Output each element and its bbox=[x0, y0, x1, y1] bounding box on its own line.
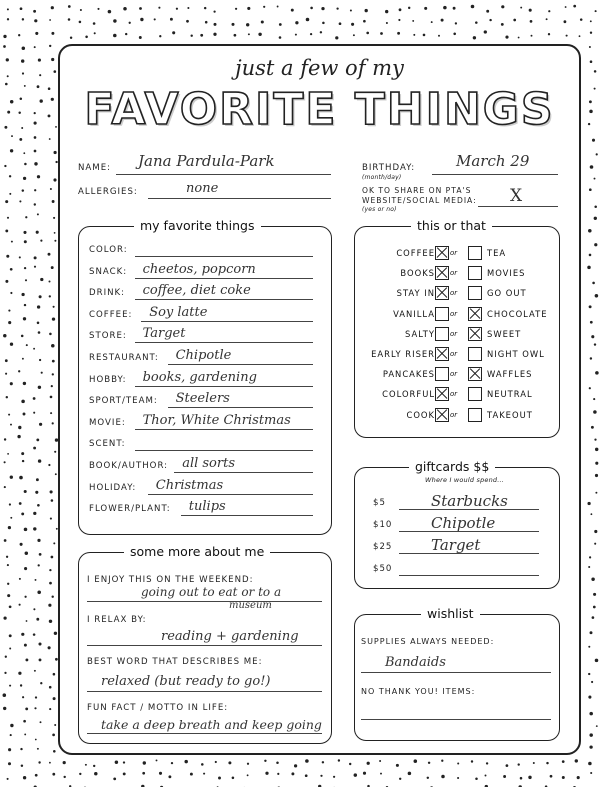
birthday-hint: (month/day) bbox=[362, 174, 402, 181]
giftcard-amount: $10 bbox=[373, 520, 393, 530]
favorite-line bbox=[135, 429, 313, 430]
this-or-that-title: this or that bbox=[411, 218, 492, 233]
favorite-label: SCENT: bbox=[89, 439, 126, 450]
birthday-label: BIRTHDAY: bbox=[362, 163, 416, 173]
favorite-line bbox=[135, 386, 313, 387]
checked-checkbox[interactable] bbox=[468, 327, 482, 341]
word-line bbox=[87, 691, 322, 692]
option-right-label: SWEET bbox=[487, 328, 522, 339]
no-thank-you-line bbox=[361, 719, 551, 720]
word-field[interactable]: relaxed (but ready to go!) bbox=[101, 674, 271, 689]
allergies-field[interactable]: none bbox=[186, 181, 219, 196]
or-label: or bbox=[450, 390, 458, 399]
this-or-that-row bbox=[355, 347, 557, 362]
or-label: or bbox=[450, 289, 458, 298]
favorite-line bbox=[148, 494, 313, 495]
or-label: or bbox=[450, 329, 458, 338]
favorite-line bbox=[174, 472, 313, 473]
relax-line bbox=[87, 645, 322, 646]
favorite-things-title: my favorite things bbox=[134, 218, 261, 233]
option-left-label: VANILLA bbox=[393, 308, 435, 319]
checkbox[interactable] bbox=[468, 286, 482, 300]
favorite-label: HOLIDAY: bbox=[89, 482, 137, 493]
option-left-label: EARLY RISER bbox=[371, 349, 435, 359]
checkbox[interactable] bbox=[468, 387, 482, 401]
favorite-label: HOBBY: bbox=[89, 374, 127, 385]
more-about-me-title: some more about me bbox=[124, 544, 270, 559]
option-left-label: SALTY bbox=[405, 328, 435, 339]
checkbox[interactable] bbox=[468, 408, 482, 422]
giftcard-line bbox=[399, 575, 539, 576]
this-or-that-row bbox=[355, 266, 557, 281]
this-or-that-row bbox=[355, 408, 557, 423]
giftcard-value-field[interactable]: Target bbox=[431, 536, 481, 554]
option-right-label: NEUTRAL bbox=[487, 389, 533, 400]
option-right-label: TAKEOUT bbox=[487, 409, 533, 420]
favorite-line bbox=[135, 342, 313, 343]
favorite-label: DRINK: bbox=[89, 288, 126, 299]
favorite-label: FLOWER/PLANT: bbox=[89, 504, 171, 515]
giftcards-box bbox=[354, 459, 560, 589]
checked-checkbox[interactable] bbox=[435, 246, 449, 260]
allergies-line bbox=[148, 198, 331, 199]
this-or-that-box bbox=[354, 218, 560, 438]
checked-checkbox[interactable] bbox=[435, 347, 449, 361]
this-or-that-row bbox=[355, 246, 557, 261]
or-label: or bbox=[450, 370, 458, 379]
option-right-label: WAFFLES bbox=[487, 369, 533, 380]
checked-checkbox[interactable] bbox=[435, 266, 449, 280]
favorite-label: SPORT/TEAM: bbox=[89, 396, 158, 407]
checked-checkbox[interactable] bbox=[435, 387, 449, 401]
giftcard-value-field[interactable]: Chipotle bbox=[431, 514, 496, 532]
checked-checkbox[interactable] bbox=[468, 367, 482, 381]
supplies-label: SUPPLIES ALWAYS NEEDED: bbox=[361, 637, 495, 646]
this-or-that-row bbox=[355, 307, 557, 322]
supplies-field[interactable]: Bandaids bbox=[385, 655, 446, 670]
giftcards-subtitle: Where I would spend... bbox=[425, 476, 505, 484]
option-right-label: CHOCOLATE bbox=[487, 308, 548, 319]
allergies-label: ALLERGIES: bbox=[78, 187, 138, 197]
share-field[interactable]: X bbox=[510, 186, 523, 206]
giftcards-title: giftcards $$ bbox=[409, 459, 495, 474]
weekend-label: I ENJOY THIS ON THE WEEKEND: bbox=[87, 575, 254, 585]
word-label: BEST WORD THAT DESCRIBES ME: bbox=[87, 657, 263, 667]
favorite-things-box bbox=[78, 218, 332, 535]
favorite-value-field[interactable]: books, gardening bbox=[142, 369, 257, 385]
option-right-label: NIGHT OWL bbox=[487, 349, 545, 359]
weekend-line bbox=[87, 601, 322, 602]
this-or-that-row bbox=[355, 387, 557, 402]
relax-field[interactable]: reading + gardening bbox=[161, 629, 299, 644]
favorite-line bbox=[135, 299, 313, 300]
favorite-label: STORE: bbox=[89, 331, 127, 342]
favorite-line bbox=[168, 407, 313, 408]
giftcard-value-field[interactable]: Starbucks bbox=[431, 492, 508, 510]
weekend-field[interactable]: going out to eat or to a bbox=[141, 585, 282, 599]
favorite-value-field[interactable]: Thor, White Christmas bbox=[142, 412, 291, 428]
supplies-line bbox=[361, 672, 551, 673]
motto-field[interactable]: take a deep breath and keep going bbox=[101, 717, 322, 732]
favorite-value-field[interactable]: cheetos, popcorn bbox=[142, 261, 256, 277]
favorite-value-field[interactable]: all sorts bbox=[182, 456, 235, 471]
or-label: or bbox=[450, 309, 458, 318]
favorite-line bbox=[168, 364, 313, 365]
share-hint: (yes or no) bbox=[362, 206, 397, 213]
this-or-that-row bbox=[355, 367, 557, 382]
favorite-line bbox=[135, 278, 313, 279]
checkbox[interactable] bbox=[468, 347, 482, 361]
form-sheet bbox=[58, 44, 581, 755]
option-right-label: TEA bbox=[487, 248, 507, 258]
giftcard-amount: $50 bbox=[373, 564, 393, 574]
this-or-that-row bbox=[355, 286, 557, 301]
checkbox[interactable] bbox=[468, 266, 482, 280]
option-right-label: MOVIES bbox=[487, 268, 526, 279]
favorite-value-field[interactable]: coffee, diet coke bbox=[142, 283, 251, 299]
checkbox[interactable] bbox=[435, 327, 449, 341]
or-label: or bbox=[450, 350, 458, 358]
favorite-line bbox=[141, 321, 313, 322]
name-line bbox=[116, 174, 331, 175]
checked-checkbox[interactable] bbox=[435, 408, 449, 422]
birthday-line bbox=[432, 174, 558, 175]
or-label: or bbox=[450, 269, 458, 278]
favorite-label: COLOR: bbox=[89, 245, 128, 255]
relax-label: I RELAX BY: bbox=[87, 615, 147, 625]
this-or-that-row bbox=[355, 327, 557, 342]
favorite-label: MOVIE: bbox=[89, 417, 126, 428]
motto-label: FUN FACT / MOTTO IN LIFE: bbox=[87, 703, 229, 713]
checked-checkbox[interactable] bbox=[468, 307, 482, 321]
option-left-label: COLORFUL bbox=[382, 389, 435, 400]
option-left-label: BOOKS bbox=[400, 268, 435, 279]
favorite-value-field[interactable]: tulips bbox=[188, 499, 226, 515]
no-thank-you-label: NO THANK YOU! ITEMS: bbox=[361, 687, 476, 696]
favorite-value-field[interactable]: Soy latte bbox=[149, 304, 208, 320]
favorite-label: COFFEE: bbox=[89, 309, 133, 320]
option-left-label: COOK bbox=[406, 409, 435, 420]
favorite-label: SNACK: bbox=[89, 266, 128, 277]
share-label-1: OK TO SHARE ON PTA'S bbox=[362, 186, 472, 195]
motto-line bbox=[87, 733, 322, 734]
main-title: FAVORITE THINGS bbox=[84, 84, 555, 135]
checkbox[interactable] bbox=[468, 246, 482, 260]
giftcard-amount: $25 bbox=[373, 542, 393, 552]
wishlist-box bbox=[354, 606, 560, 741]
favorite-value-field[interactable]: Chipotle bbox=[175, 348, 232, 363]
option-right-label: GO OUT bbox=[487, 288, 527, 299]
favorite-line bbox=[181, 515, 313, 516]
checked-checkbox[interactable] bbox=[435, 286, 449, 300]
favorite-value-field[interactable]: Christmas bbox=[155, 477, 224, 493]
more-about-me-box bbox=[78, 544, 332, 744]
or-label: or bbox=[450, 410, 458, 419]
or-label: or bbox=[450, 249, 458, 257]
checkbox[interactable] bbox=[435, 367, 449, 381]
checkbox[interactable] bbox=[435, 307, 449, 321]
giftcard-amount: $5 bbox=[373, 498, 386, 508]
option-left-label: PANCAKES bbox=[382, 369, 435, 380]
wishlist-title: wishlist bbox=[421, 606, 480, 621]
option-left-label: STAY IN bbox=[396, 288, 435, 299]
favorite-line bbox=[135, 450, 313, 451]
script-title: just a few of my bbox=[235, 56, 404, 80]
favorite-value-field[interactable]: Target bbox=[142, 326, 186, 342]
name-field[interactable]: Jana Pardula-Park bbox=[138, 152, 275, 170]
favorite-value-field[interactable]: Steelers bbox=[175, 391, 230, 407]
birthday-field[interactable]: March 29 bbox=[456, 152, 530, 170]
favorite-line bbox=[135, 256, 313, 257]
favorite-label: RESTAURANT: bbox=[89, 353, 159, 363]
favorite-label: BOOK/AUTHOR: bbox=[89, 461, 169, 471]
name-label: NAME: bbox=[78, 163, 112, 173]
share-label-2: WEBSITE/SOCIAL MEDIA: bbox=[362, 196, 477, 205]
option-left-label: COFFEE bbox=[396, 248, 435, 258]
share-line bbox=[478, 206, 558, 207]
weekend-field-2[interactable]: museum bbox=[229, 600, 272, 611]
